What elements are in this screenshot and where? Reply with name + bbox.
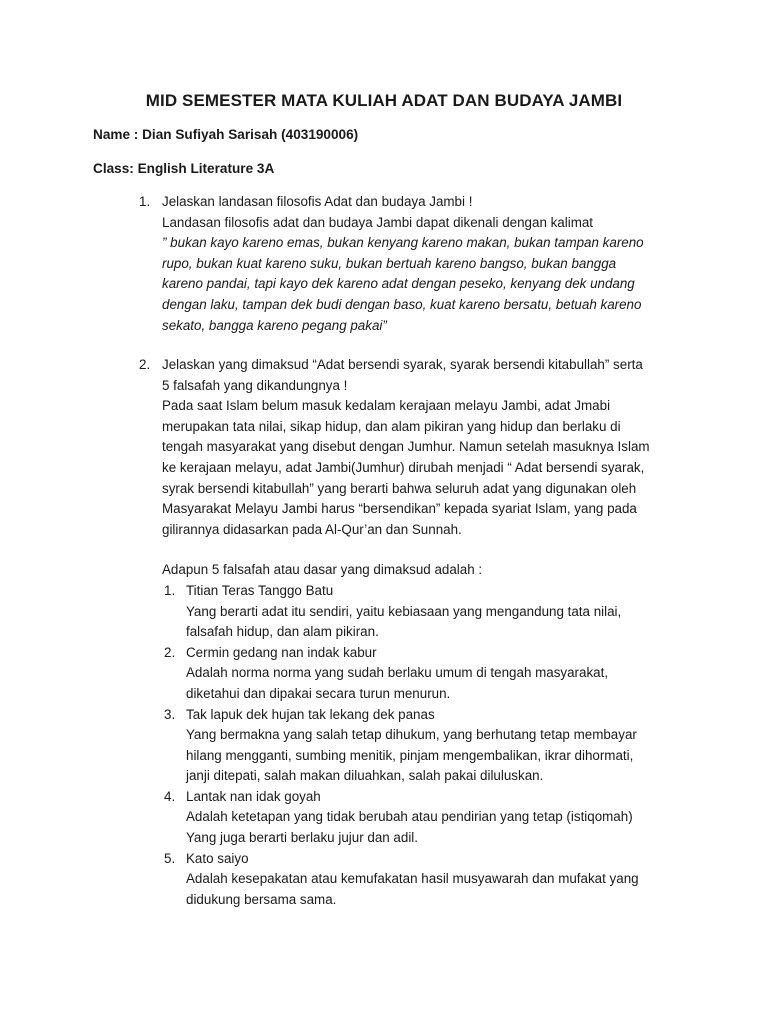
answer-1-quote-line: kareno pandai, tapi kayo dek kareno adat dengan peseko, kenyang dek undang: [162, 276, 635, 292]
answer-2-line: merupakan tata nilai, sikap hidup, dan alam pikiran yang hidup dan berlaku di: [162, 418, 621, 434]
falsafah-item-number: 3.: [164, 706, 176, 722]
question-1-text: Jelaskan landasan filosofis Adat dan budaya Jambi !: [162, 194, 473, 209]
question-2-text-line: Jelaskan yang dimaksud “Adat bersendi syarak, syarak bersendi kitabullah” serta: [162, 357, 643, 372]
falsafah-item-number: 2.: [164, 644, 176, 660]
falsafah-item-title: Lantak nan idak goyah: [186, 788, 321, 804]
answer-2-line: syrak bersendi kitabullah” yang berarti bahwa seluruh adat yang digunakan oleh: [162, 480, 637, 496]
falsafah-item-desc: Adalah norma norma yang sudah berlaku umum di tengah masyarakat,: [186, 665, 609, 681]
falsafah-item: [162, 705, 699, 787]
falsafah-item-number: 4.: [164, 788, 176, 804]
answer-1-quote-line: sekato, bangga kareno pegang pakai”: [162, 317, 387, 333]
falsafah-item: [162, 787, 699, 849]
answer-2-line: Pada saat Islam belum masuk kedalam kerajaan melayu Jambi, adat Jmabi: [162, 398, 611, 414]
falsafah-item-desc: falsafah hidup, dan alam pikiran.: [186, 624, 379, 640]
answer-1-quote-line: rupo, bukan kuat kareno suku, bukan bertuah kareno bangso, bukan bangga: [162, 255, 617, 271]
falsafah-item-desc: Yang juga berarti berlaku jujur dan adil.: [186, 830, 419, 846]
student-class: Class: English Literature 3A: [93, 161, 275, 176]
falsafah-item-title: Cermin gedang nan indak kabur: [186, 644, 377, 660]
falsafah-item-desc: janji ditepati, salah makan diluahkan, salah pakai diluluskan.: [186, 768, 544, 784]
answer-1-intro: Landasan filosofis adat dan budaya Jambi dapat dikenali dengan kalimat: [162, 214, 594, 230]
falsafah-item: [162, 643, 699, 705]
answer-1-quote-line: ” bukan kayo kareno emas, bukan kenyang kareno makan, bukan tampan kareno: [162, 235, 644, 251]
question-2-number: 2.: [139, 357, 151, 372]
answer-1-quote-line: dengan laku, tampan dek budi dengan baso, kuat kareno bersatu, betuah kareno: [162, 296, 642, 312]
answer-2-line: gilirannya didasarkan pada Al-Qur’an dan Sunnah.: [162, 521, 462, 537]
question-1: [139, 192, 699, 336]
falsafah-item-desc: hilang mengganti, sumbing menitik, pinjam mengembalikan, ikrar dihormati,: [186, 747, 634, 763]
falsafah-item-number: 1.: [164, 582, 176, 598]
answer-2-line: Masyarakat Melayu Jambi harus “bersendikan” kepada syariat Islam, yang pada: [162, 501, 637, 517]
question-2-text-line: 5 falsafah yang dikandungnya !: [162, 377, 348, 393]
falsafah-item: [162, 849, 699, 911]
document-title: MID SEMESTER MATA KULIAH ADAT DAN BUDAYA JAMBI: [145, 91, 623, 110]
answer-2-line: ke kerajaan melayu, adat Jambi(Jumhur) dirubah menjadi “ Adat bersendi syarak,: [162, 459, 645, 475]
question-2: [139, 355, 699, 910]
falsafah-item-desc: Yang berarti adat itu sendiri, yaitu kebiasaan yang mengandung tata nilai,: [186, 603, 622, 619]
falsafah-item-desc: didukung bersama sama.: [186, 891, 337, 907]
falsafah-item-desc: Adalah kesepakatan atau kemufakatan hasil musyawarah dan mufakat yang: [186, 871, 639, 887]
falsafah-list-intro: Adapun 5 falsafah atau dasar yang dimaksud adalah :: [162, 562, 483, 578]
question-1-number: 1.: [139, 194, 151, 209]
falsafah-item: [162, 581, 699, 643]
answer-2-line: tengah masyarakat yang disebut dengan Jumhur. Namun setelah masuknya Islam: [162, 439, 650, 455]
falsafah-item-title: Titian Teras Tanggo Batu: [186, 582, 334, 598]
falsafah-item-desc: Adalah ketetapan yang tidak berubah atau pendirian yang tetap (istiqomah): [186, 809, 633, 825]
falsafah-item-title: Kato saiyo: [186, 850, 249, 866]
student-name: Name : Dian Sufiyah Sarisah (403190006): [93, 127, 359, 142]
falsafah-item-desc: diketahui dan dipakai secara turun menurun.: [186, 685, 451, 701]
falsafah-item-desc: Yang bermakna yang salah tetap dihukum, yang berhutang tetap membayar: [186, 727, 637, 743]
falsafah-item-number: 5.: [164, 850, 176, 866]
falsafah-item-title: Tak lapuk dek hujan tak lekang dek panas: [186, 706, 435, 722]
